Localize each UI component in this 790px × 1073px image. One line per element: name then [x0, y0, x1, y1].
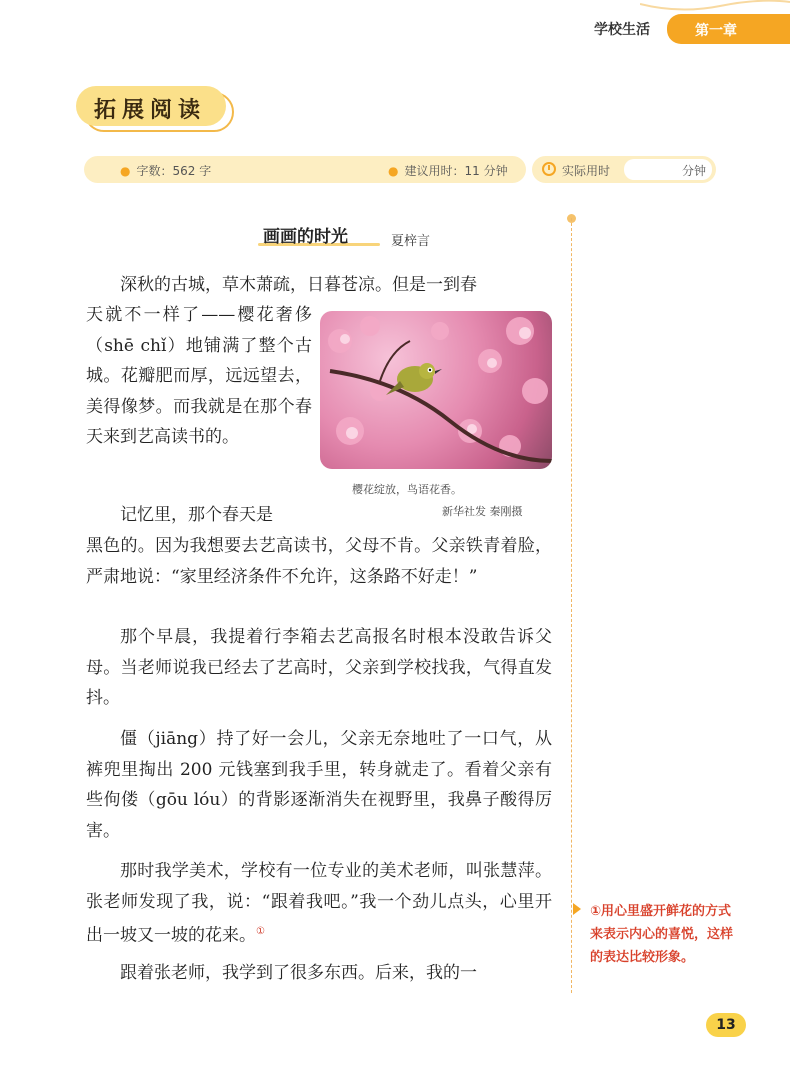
chapter-tab — [667, 14, 790, 44]
blossom-bird-illustration — [320, 311, 552, 469]
paragraph-1-line-1: 深秋的古城，草木萧疏，日暮苍凉。但是一到春 — [120, 275, 477, 295]
actual-time-box — [532, 156, 716, 183]
cherry-blossom-photo — [320, 311, 552, 469]
page-header — [0, 0, 790, 50]
chapter-label: 第一章 — [695, 23, 737, 39]
margin-divider — [571, 218, 572, 993]
word-count: ● 字数：562 字 — [120, 164, 212, 178]
paragraph-4: 僵（jiāng）持了好一会儿，父亲无奈地吐了一口气，从裤兜里掏出 200 元钱塞到我手里，转身就走了。看着父亲有些佝偻（gōu lóu）的背影逐渐消失在视野里，我鼻子酸得厉害。 — [86, 729, 552, 841]
paragraph-1-rest: 天就不一样了——樱花奢侈（shē chǐ）地铺满了整个古城。花瓣肥而厚，远远望去，美得像梦。而我就是在那个春天来到艺高读书的。 — [86, 305, 312, 447]
paragraph-5-text: 那时我学美术，学校有一位专业的美术老师，叫张慧萍。张老师发现了我，说：“跟着我吧。”我一个劲儿点头，心里开出一坡又一坡的花来。 — [86, 861, 552, 946]
paragraph-3: 那个早晨，我提着行李箱去艺高报名时根本没敢告诉父母。当老师说我已经去了艺高时，父亲到学校找我，气得直发抖。 — [86, 627, 552, 708]
photo-credit: 新华社发 秦刚摄 — [442, 505, 523, 518]
header-decoration — [640, 0, 790, 14]
paragraph-5 — [86, 856, 552, 951]
page-number: 13 — [706, 1013, 746, 1037]
side-note-text: ①用心里盛开鲜花的方式来表示内心的喜悦，这样的表达比较形象。 — [590, 904, 734, 965]
header-section-label: 学校生活 — [594, 22, 650, 38]
suggested-time: ● 建议用时：11 分钟 — [388, 164, 508, 178]
section-title-badge — [76, 86, 234, 132]
photo-caption: 樱花绽放，鸟语花香。 — [352, 483, 462, 496]
bullet-icon: ● — [120, 164, 131, 178]
article-title: 画画的时光 — [263, 227, 348, 247]
clock-icon — [542, 162, 556, 176]
section-title: 拓展阅读 — [94, 98, 207, 123]
paragraph-6: 跟着张老师，我学到了很多东西。后来，我的一 — [120, 963, 477, 983]
paragraph-2-line-1: 记忆里，那个春天是 — [120, 505, 273, 525]
actual-time-label: 实际用时 — [562, 164, 611, 178]
note-arrow-icon — [573, 903, 581, 915]
note-reference[interactable]: ① — [256, 926, 265, 937]
bullet-icon: ● — [388, 164, 399, 178]
paragraph-2-rest: 黑色的。因为我想要去艺高读书，父母不肯。父亲铁青着脸，严肃地说：“家里经济条件不允许，这条路不好走！” — [86, 536, 552, 587]
reading-info-bar — [84, 156, 526, 183]
actual-time-unit: 分钟 — [682, 164, 707, 178]
article-author: 夏梓言 — [391, 234, 431, 249]
